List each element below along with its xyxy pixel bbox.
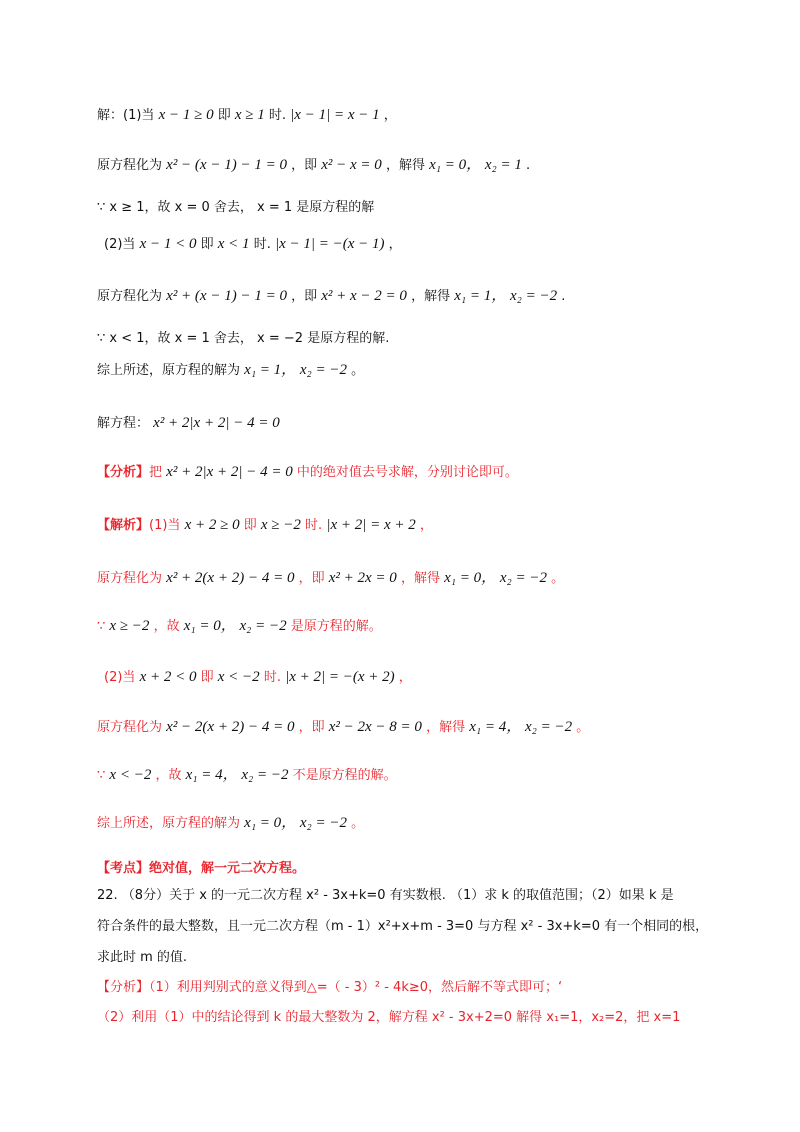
math-equation: x² − (x − 1) − 1 = 0 [166, 157, 287, 173]
line-text: ，解得 [400, 571, 440, 586]
line-text: ，即 [298, 571, 325, 586]
math-condition: x < −2 [217, 669, 260, 685]
line-text: ，即 [291, 289, 318, 304]
line-text: 【考点】绝对值，解一元二次方程。 [97, 861, 306, 876]
solution-check-line [97, 763, 397, 784]
line-text: 原方程化为 [97, 571, 163, 586]
line-text: 时. [263, 670, 281, 685]
line-text: ， [388, 237, 402, 252]
math-condition: x ≥ −2 [109, 618, 150, 634]
line-text: 中的绝对值去号求解，分别讨论即可。 [296, 465, 518, 480]
knowledge-points [97, 857, 305, 876]
math-equation: x² + (x − 1) − 1 = 0 [166, 288, 287, 304]
math-absolute: |x − 1| = x − 1 [290, 107, 380, 123]
math-condition: x ≥ 1 [234, 107, 265, 123]
math-equation: x² − 2x − 8 = 0 [328, 719, 422, 735]
line-text: ∵ [97, 768, 106, 783]
line-text: ∵ x < 1，故 x = 1 舍去， x = −2 是原方程的解. [97, 331, 390, 346]
math-absolute: |x − 1| = −(x − 1) [274, 236, 385, 252]
math-roots: x₁ = 0， x₂ = 1 [429, 157, 522, 173]
math-absolute: |x + 2| = −(x + 2) [285, 669, 395, 685]
line-text: 解：(1)当 [97, 108, 155, 123]
math-roots: x₁ = 1， x₂ = −2 [244, 362, 348, 378]
math-roots: x₁ = 0， x₂ = −2 [244, 815, 348, 831]
line-text: (2)当 [104, 670, 136, 685]
math-roots: x₁ = 0， x₂ = −2 [444, 570, 547, 586]
analysis-tag: 【分析】 [97, 465, 150, 480]
line-text: ，故 [155, 768, 182, 783]
math-roots: x₁ = 0， x₂ = −2 [183, 618, 287, 634]
math-absolute: |x + 2| = x + 2 [326, 517, 416, 533]
line-text: (2)当 [104, 237, 136, 252]
math-condition: x + 2 ≥ 0 [184, 517, 240, 533]
math-condition: x − 1 ≥ 0 [158, 107, 214, 123]
solution-check-line [97, 196, 374, 215]
line-text: 【分析】（1）利用判别式的意义得到△=（ - 3）² - 4k≥0，然后解不等式即可；‘ [97, 980, 563, 995]
line-text: 综上所述，原方程的解为 [97, 816, 241, 831]
analysis-line [97, 976, 562, 995]
line-text: ∵ [97, 619, 106, 634]
line-text: ，故 [153, 619, 180, 634]
line-text: 。 [351, 363, 365, 378]
math-equation: x² + 2x = 0 [328, 570, 397, 586]
solution-equation-line [97, 284, 565, 305]
solution-summary-line [97, 358, 364, 379]
math-equation: x² − x = 0 [321, 157, 382, 173]
line-text: 符合条件的最大整数，且一元二次方程（m - 1）x²+x+m - 3=0 与方程 x² - 3x+k=0 有一个相同的根， [97, 919, 709, 934]
line-text: 即 [217, 108, 231, 123]
solution-case2-line [104, 666, 412, 686]
line-text: 求此时 m 的值. [97, 950, 188, 965]
line-text: （2）利用（1）中的结论得到 k 的最大整数为 2，解方程 x² - 3x+2=0 解得 x₁=1，x₂=2，把 x=1 [97, 1010, 681, 1025]
line-text: ， [398, 670, 412, 685]
line-text: ，即 [291, 158, 318, 173]
line-text: ，解得 [426, 720, 466, 735]
line-text: 即 [200, 237, 214, 252]
solution-equation-line [97, 715, 589, 736]
line-text: 解方程： [97, 416, 150, 431]
line-text: 时. [268, 108, 287, 123]
line-text: . [526, 158, 531, 173]
line-text: 时. [253, 237, 271, 252]
solution-tag: 【解析】 [97, 518, 150, 533]
solution-equation-line [97, 566, 564, 587]
line-text: ，即 [298, 720, 325, 735]
line-text: 把 [149, 465, 163, 480]
problem-22-line-2 [97, 915, 708, 934]
line-text: 22. （8分）关于 x 的一元二次方程 x² - 3x+k=0 有实数根. （1）求 k 的取值范围；（2）如果 k 是 [97, 888, 674, 903]
line-text: 是原方程的解。 [290, 619, 382, 634]
line-text: ∵ x ≥ 1，故 x = 0 舍去， x = 1 是原方程的解 [97, 200, 375, 215]
line-text: ， [419, 518, 433, 533]
line-text: 时. [305, 518, 323, 533]
math-equation: x² − 2(x + 2) − 4 = 0 [166, 719, 295, 735]
math-equation: x² + 2(x + 2) − 4 = 0 [166, 570, 295, 586]
line-text: ，解得 [411, 289, 451, 304]
math-equation: x² + x − 2 = 0 [321, 288, 407, 304]
math-roots: x₁ = 4， x₂ = −2 [185, 767, 289, 783]
problem-22-line-3 [97, 946, 187, 965]
math-condition: x + 2 < 0 [139, 669, 197, 685]
line-text: 原方程化为 [97, 158, 163, 173]
math-equation: x² + 2|x + 2| − 4 = 0 [153, 415, 280, 431]
problem-statement [97, 412, 280, 432]
math-condition: x < 1 [217, 236, 250, 252]
math-condition: x − 1 < 0 [139, 236, 197, 252]
line-text: 不是原方程的解。 [292, 768, 397, 783]
line-text: 。 [351, 816, 365, 831]
solution-check-line [97, 614, 382, 635]
math-condition: x < −2 [109, 767, 152, 783]
math-condition: x ≥ −2 [260, 517, 301, 533]
math-equation: x² + 2|x + 2| − 4 = 0 [166, 464, 293, 480]
line-text: 原方程化为 [97, 289, 163, 304]
math-roots: x₁ = 4， x₂ = −2 [469, 719, 573, 735]
solution-check-line [97, 327, 389, 346]
line-text: (1)当 [149, 518, 181, 533]
line-text: 综上所述，原方程的解为 [97, 363, 241, 378]
solution-case1-line [97, 104, 397, 124]
solution-equation-line [97, 153, 530, 174]
solution-summary-line [97, 811, 364, 832]
line-text: 。 [551, 571, 565, 586]
math-roots: x₁ = 1， x₂ = −2 [454, 288, 558, 304]
problem-22-line-1 [97, 884, 674, 903]
solution-case2-line [104, 233, 402, 253]
line-text: ，解得 [385, 158, 425, 173]
line-text: 原方程化为 [97, 720, 163, 735]
analysis-line [97, 1006, 680, 1025]
line-text: 即 [200, 670, 214, 685]
line-text: 即 [243, 518, 257, 533]
analysis-line [97, 461, 518, 481]
line-text: ， [383, 108, 397, 123]
solution-case1-line [97, 514, 433, 534]
line-text: 。 [576, 720, 590, 735]
line-text: . [561, 289, 566, 304]
